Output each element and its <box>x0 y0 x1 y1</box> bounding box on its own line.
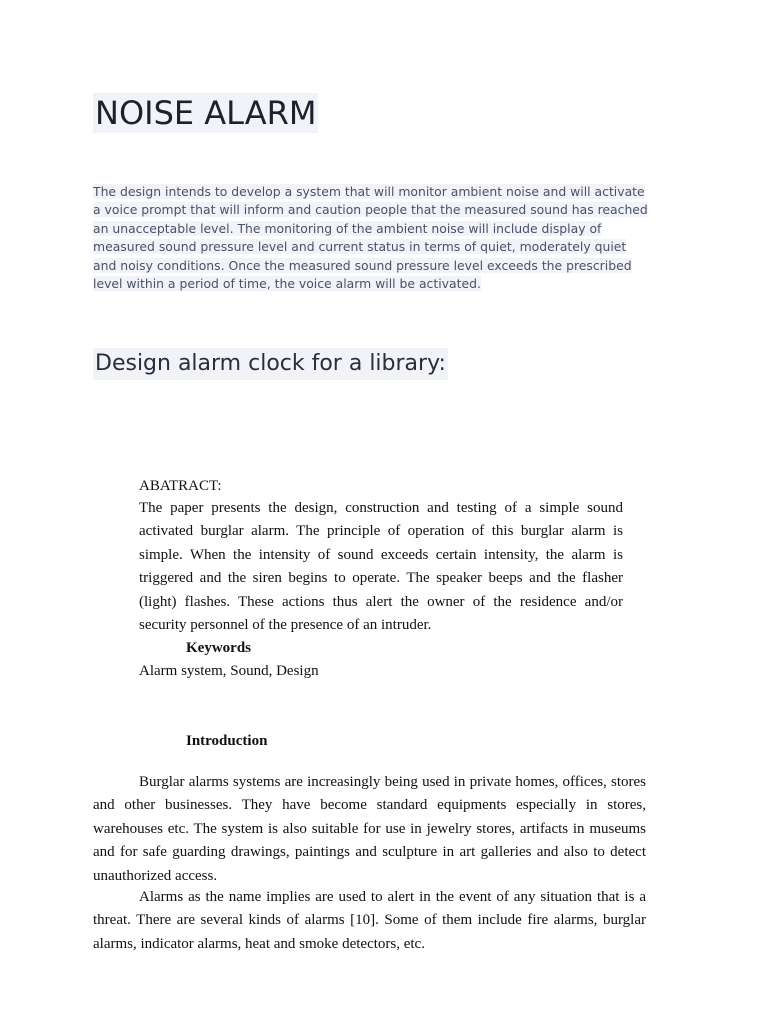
intro-line: and noisy conditions. Once the measured sound pressure level exceeds the prescribed <box>93 257 632 273</box>
introduction-paragraph: Alarms as the name implies are used to alert in the event of any situation that is a threat. There are several kinds of alarms [10]. Some of them include fire alarms, burglar alarms, indicator alarms, heat and smoke detectors, etc. <box>93 889 646 952</box>
abstract-body: The paper presents the design, construction and testing of a simple sound activated burglar alarm. The principle of operation of this burglar alarm is simple. When the intensity of sound exceeds certain intensity, the alarm is triggered and the siren begins to operate. The speaker beeps and the flasher (light) flashes. These actions thus alert the owner of the residence and/or security personnel of the presence of an intruder. <box>139 500 623 634</box>
introduction-heading: Introduction <box>186 733 268 749</box>
keywords-heading: Keywords <box>186 640 251 656</box>
intro-paragraph <box>93 183 678 293</box>
section-subheading: Design alarm clock for a library: <box>93 348 448 380</box>
intro-line: The design intends to develop a system that will monitor ambient noise and will activate <box>93 184 645 199</box>
intro-line: measured sound pressure level and current status in terms of quiet, moderately quiet <box>93 239 627 255</box>
abstract-label: ABATRACT: <box>139 478 222 494</box>
introduction-paragraph: Burglar alarms systems are increasingly being used in private homes, offices, stores and other businesses. They have become standard equipments especially in stores, warehouses etc. The system is also suitable for use in jewelry stores, artifacts in museums and for safe guarding drawings, paintings and sculpture in art galleries and also to detect unauthorized access. <box>93 774 646 884</box>
document-title: NOISE ALARM <box>95 94 317 132</box>
keywords-text: Alarm system, Sound, Design <box>139 663 319 679</box>
intro-line: an unacceptable level. The monitoring of the ambient noise will include display of <box>93 220 602 236</box>
intro-line: a voice prompt that will inform and caution people that the measured sound has reached <box>93 202 648 218</box>
intro-line: level within a period of time, the voice alarm will be activated. <box>93 276 481 292</box>
